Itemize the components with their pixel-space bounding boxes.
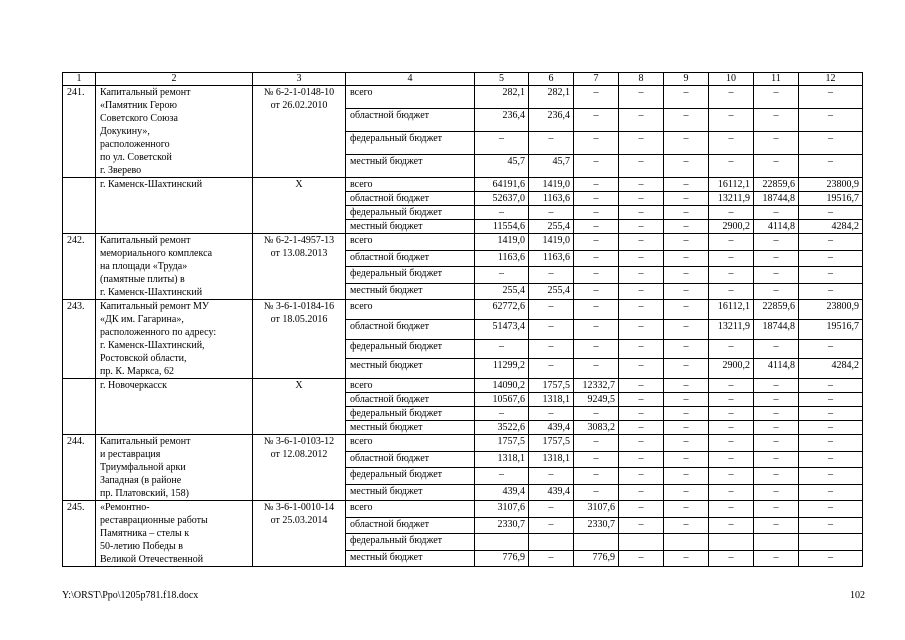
amount-cell: –	[709, 468, 754, 485]
amount-cell: 3083,2	[574, 421, 619, 435]
amount-cell: –	[619, 86, 664, 109]
funding-source-label: федеральный бюджет	[346, 339, 475, 359]
col-header: 8	[619, 73, 664, 86]
amount-cell: –	[574, 206, 619, 220]
amount-cell	[754, 534, 799, 551]
amount-cell: –	[709, 283, 754, 300]
amount-cell: –	[754, 339, 799, 359]
funding-source-label: областной бюджет	[346, 109, 475, 132]
amount-cell: –	[664, 300, 709, 320]
header-row	[63, 73, 863, 86]
amount-cell: 255,4	[529, 283, 574, 300]
amount-cell: –	[799, 86, 863, 109]
amount-cell: 22859,6	[754, 178, 799, 192]
amount-cell: 45,7	[529, 155, 574, 178]
item-name: Капитальный ремонт мемориального комплекса на площади «Труда» (памятные плиты) в г. Каменск-Шахтинский	[96, 234, 253, 300]
amount-cell	[664, 534, 709, 551]
amount-cell: –	[664, 319, 709, 339]
item-document: № 6-2-1-4957-13 от 13.08.2013	[253, 234, 346, 300]
amount-cell: –	[619, 206, 664, 220]
item-name: г. Новочеркасск	[96, 379, 253, 435]
item-document: № 3-6-1-0103-12 от 12.08.2012	[253, 435, 346, 501]
amount-cell: –	[664, 468, 709, 485]
amount-cell: –	[619, 501, 664, 518]
amount-cell: –	[529, 319, 574, 339]
amount-cell: –	[664, 451, 709, 468]
amount-cell: –	[529, 550, 574, 567]
amount-cell: –	[574, 407, 619, 421]
amount-cell: –	[754, 393, 799, 407]
amount-cell: 236,4	[529, 109, 574, 132]
amount-cell: –	[754, 86, 799, 109]
amount-cell: –	[475, 206, 529, 220]
amount-cell: –	[619, 283, 664, 300]
amount-cell: –	[619, 379, 664, 393]
amount-cell: –	[754, 468, 799, 485]
amount-cell: –	[664, 109, 709, 132]
amount-cell: –	[619, 192, 664, 206]
amount-cell: –	[664, 86, 709, 109]
amount-cell: –	[799, 407, 863, 421]
amount-cell: 14090,2	[475, 379, 529, 393]
amount-cell: –	[619, 250, 664, 267]
amount-cell: –	[754, 250, 799, 267]
amount-cell: 19516,7	[799, 319, 863, 339]
amount-cell: –	[799, 435, 863, 452]
item-name: Капитальный ремонт МУ «ДК им. Гагарина», расположенного по адресу: г. Каменск-Шахтинский, Ростовской области, пр. К. Маркса, 62	[96, 300, 253, 379]
amount-cell: –	[664, 339, 709, 359]
funding-source-label: всего	[346, 178, 475, 192]
amount-cell	[799, 534, 863, 551]
amount-cell: –	[799, 339, 863, 359]
funding-source-label: всего	[346, 234, 475, 251]
item-number: 241.	[63, 86, 96, 178]
amount-cell: –	[709, 379, 754, 393]
amount-cell: –	[709, 484, 754, 501]
amount-cell: –	[664, 132, 709, 155]
amount-cell: 1318,1	[529, 451, 574, 468]
amount-cell: –	[475, 132, 529, 155]
item-document: Х	[253, 178, 346, 234]
amount-cell: –	[799, 517, 863, 534]
amount-cell: –	[574, 435, 619, 452]
table-row	[63, 178, 863, 192]
amount-cell: 1419,0	[529, 178, 574, 192]
amount-cell: –	[619, 109, 664, 132]
amount-cell: –	[619, 468, 664, 485]
amount-cell: 2330,7	[574, 517, 619, 534]
amount-cell: –	[574, 220, 619, 234]
amount-cell: 11299,2	[475, 359, 529, 379]
amount-cell: –	[799, 283, 863, 300]
amount-cell: 16112,1	[709, 178, 754, 192]
col-header: 1	[63, 73, 96, 86]
amount-cell: –	[754, 155, 799, 178]
amount-cell: 1163,6	[529, 250, 574, 267]
col-header: 3	[253, 73, 346, 86]
amount-cell: 62772,6	[475, 300, 529, 320]
amount-cell: –	[619, 178, 664, 192]
amount-cell: –	[754, 283, 799, 300]
amount-cell: –	[574, 319, 619, 339]
amount-cell: –	[619, 267, 664, 284]
col-header: 12	[799, 73, 863, 86]
funding-source-label: областной бюджет	[346, 319, 475, 339]
col-header: 7	[574, 73, 619, 86]
amount-cell: –	[574, 155, 619, 178]
table-row	[63, 501, 863, 518]
amount-cell: 52637,0	[475, 192, 529, 206]
funding-source-label: федеральный бюджет	[346, 206, 475, 220]
amount-cell: –	[754, 484, 799, 501]
funding-source-label: всего	[346, 435, 475, 452]
amount-cell: –	[664, 550, 709, 567]
item-number	[63, 178, 96, 234]
table-row	[63, 234, 863, 251]
amount-cell: –	[574, 300, 619, 320]
item-document: Х	[253, 379, 346, 435]
amount-cell: –	[754, 267, 799, 284]
amount-cell: 12332,7	[574, 379, 619, 393]
amount-cell: –	[709, 86, 754, 109]
amount-cell: 3107,6	[574, 501, 619, 518]
amount-cell: –	[799, 421, 863, 435]
funding-source-label: федеральный бюджет	[346, 407, 475, 421]
amount-cell: –	[664, 359, 709, 379]
amount-cell: –	[619, 550, 664, 567]
page-number: 102	[850, 590, 865, 601]
amount-cell: –	[529, 517, 574, 534]
item-name: Капитальный ремонт «Памятник Герою Советского Союза Докукину», расположенного по ул. Советской г. Зверево	[96, 86, 253, 178]
amount-cell: 1757,5	[529, 435, 574, 452]
amount-cell: 4114,8	[754, 220, 799, 234]
amount-cell: 9249,5	[574, 393, 619, 407]
funding-source-label: федеральный бюджет	[346, 267, 475, 284]
budget-table	[62, 72, 863, 567]
amount-cell: 1419,0	[475, 234, 529, 251]
amount-cell: –	[475, 407, 529, 421]
amount-cell: –	[574, 86, 619, 109]
amount-cell: –	[619, 435, 664, 452]
amount-cell: –	[799, 379, 863, 393]
amount-cell: 13211,9	[709, 192, 754, 206]
amount-cell: –	[574, 178, 619, 192]
amount-cell: –	[529, 267, 574, 284]
item-name: Капитальный ремонт и реставрация Триумфальной арки Западная (в районе пр. Платовский, 158)	[96, 435, 253, 501]
amount-cell: –	[664, 206, 709, 220]
funding-source-label: всего	[346, 300, 475, 320]
amount-cell: 3107,6	[475, 501, 529, 518]
amount-cell: 255,4	[475, 283, 529, 300]
col-header: 2	[96, 73, 253, 86]
amount-cell: –	[799, 155, 863, 178]
amount-cell: –	[799, 484, 863, 501]
funding-source-label: местный бюджет	[346, 220, 475, 234]
amount-cell: –	[754, 451, 799, 468]
amount-cell: –	[574, 109, 619, 132]
amount-cell: –	[619, 155, 664, 178]
amount-cell: –	[664, 178, 709, 192]
amount-cell: –	[574, 451, 619, 468]
amount-cell: 4114,8	[754, 359, 799, 379]
table-row	[63, 86, 863, 109]
col-header: 11	[754, 73, 799, 86]
amount-cell: –	[754, 206, 799, 220]
item-document: № 6-2-1-0148-10 от 26.02.2010	[253, 86, 346, 178]
amount-cell: 1318,1	[475, 451, 529, 468]
amount-cell: –	[619, 319, 664, 339]
amount-cell: –	[754, 501, 799, 518]
amount-cell: 282,1	[529, 86, 574, 109]
amount-cell: –	[529, 501, 574, 518]
amount-cell: 439,4	[529, 484, 574, 501]
amount-cell: –	[529, 300, 574, 320]
amount-cell: –	[709, 451, 754, 468]
col-header: 5	[475, 73, 529, 86]
funding-source-label: местный бюджет	[346, 550, 475, 567]
amount-cell: 4284,2	[799, 220, 863, 234]
amount-cell: –	[664, 517, 709, 534]
funding-source-label: областной бюджет	[346, 451, 475, 468]
amount-cell: 45,7	[475, 155, 529, 178]
amount-cell: –	[799, 451, 863, 468]
file-path: Y:\ORST\Ppo\1205p781.f18.docx	[62, 590, 199, 601]
amount-cell: 22859,6	[754, 300, 799, 320]
amount-cell: –	[799, 206, 863, 220]
amount-cell: –	[709, 501, 754, 518]
amount-cell: 282,1	[475, 86, 529, 109]
amount-cell: –	[619, 234, 664, 251]
item-number: 244.	[63, 435, 96, 501]
amount-cell: –	[574, 267, 619, 284]
amount-cell: –	[799, 234, 863, 251]
item-number: 242.	[63, 234, 96, 300]
amount-cell: 51473,4	[475, 319, 529, 339]
amount-cell: –	[709, 339, 754, 359]
amount-cell: –	[574, 484, 619, 501]
amount-cell: –	[574, 339, 619, 359]
amount-cell: –	[574, 250, 619, 267]
amount-cell: 3522,6	[475, 421, 529, 435]
item-number	[63, 379, 96, 435]
funding-source-label: областной бюджет	[346, 250, 475, 267]
amount-cell: –	[664, 283, 709, 300]
amount-cell: 4284,2	[799, 359, 863, 379]
funding-source-label: местный бюджет	[346, 359, 475, 379]
amount-cell: –	[475, 468, 529, 485]
funding-source-label: местный бюджет	[346, 484, 475, 501]
amount-cell: –	[709, 393, 754, 407]
amount-cell: 776,9	[574, 550, 619, 567]
amount-cell: –	[799, 267, 863, 284]
amount-cell: 1318,1	[529, 393, 574, 407]
amount-cell: –	[619, 451, 664, 468]
amount-cell: 2900,2	[709, 220, 754, 234]
amount-cell: –	[664, 435, 709, 452]
item-number: 245.	[63, 501, 96, 567]
amount-cell: –	[799, 250, 863, 267]
col-header: 6	[529, 73, 574, 86]
amount-cell: –	[664, 484, 709, 501]
amount-cell: –	[709, 234, 754, 251]
amount-cell: –	[799, 550, 863, 567]
amount-cell: 64191,6	[475, 178, 529, 192]
amount-cell: –	[475, 339, 529, 359]
amount-cell: –	[754, 132, 799, 155]
amount-cell: –	[664, 379, 709, 393]
amount-cell: –	[709, 250, 754, 267]
amount-cell: 2330,7	[475, 517, 529, 534]
amount-cell: –	[709, 206, 754, 220]
amount-cell: –	[475, 267, 529, 284]
amount-cell: –	[619, 517, 664, 534]
amount-cell: 13211,9	[709, 319, 754, 339]
amount-cell: –	[529, 132, 574, 155]
amount-cell: 19516,7	[799, 192, 863, 206]
amount-cell: –	[574, 359, 619, 379]
amount-cell: –	[709, 267, 754, 284]
amount-cell: –	[664, 220, 709, 234]
amount-cell: –	[619, 339, 664, 359]
amount-cell: –	[709, 155, 754, 178]
amount-cell	[475, 534, 529, 551]
amount-cell	[619, 534, 664, 551]
amount-cell: –	[529, 339, 574, 359]
amount-cell: –	[799, 501, 863, 518]
amount-cell: –	[574, 234, 619, 251]
col-header: 10	[709, 73, 754, 86]
amount-cell: –	[574, 132, 619, 155]
amount-cell: –	[799, 132, 863, 155]
item-number: 243.	[63, 300, 96, 379]
funding-source-label: местный бюджет	[346, 421, 475, 435]
amount-cell: 1163,6	[475, 250, 529, 267]
funding-source-label: местный бюджет	[346, 283, 475, 300]
amount-cell: 1419,0	[529, 234, 574, 251]
funding-source-label: местный бюджет	[346, 155, 475, 178]
amount-cell: –	[529, 206, 574, 220]
amount-cell: 10567,6	[475, 393, 529, 407]
amount-cell: 18744,8	[754, 192, 799, 206]
funding-source-label: областной бюджет	[346, 192, 475, 206]
amount-cell: 16112,1	[709, 300, 754, 320]
amount-cell: 23800,9	[799, 300, 863, 320]
amount-cell: –	[709, 550, 754, 567]
amount-cell	[709, 534, 754, 551]
amount-cell: –	[664, 234, 709, 251]
funding-source-label: федеральный бюджет	[346, 132, 475, 155]
table-row	[63, 435, 863, 452]
amount-cell: –	[574, 283, 619, 300]
amount-cell: –	[754, 550, 799, 567]
amount-cell: 255,4	[529, 220, 574, 234]
table-row	[63, 300, 863, 320]
item-name: «Ремонтно- реставрационные работы Памятника – стелы к 50-летию Победы в Великой Отечественной	[96, 501, 253, 567]
amount-cell: –	[529, 407, 574, 421]
amount-cell: –	[754, 109, 799, 132]
amount-cell: –	[619, 484, 664, 501]
amount-cell: 439,4	[475, 484, 529, 501]
amount-cell: –	[529, 359, 574, 379]
amount-cell: 1757,5	[529, 379, 574, 393]
funding-source-label: областной бюджет	[346, 517, 475, 534]
col-header: 4	[346, 73, 475, 86]
amount-cell: –	[754, 435, 799, 452]
amount-cell: –	[799, 109, 863, 132]
amount-cell: 11554,6	[475, 220, 529, 234]
col-header: 9	[664, 73, 709, 86]
funding-source-label: всего	[346, 501, 475, 518]
amount-cell	[529, 534, 574, 551]
amount-cell: 1163,6	[529, 192, 574, 206]
amount-cell: –	[619, 407, 664, 421]
amount-cell: –	[709, 132, 754, 155]
amount-cell: –	[619, 421, 664, 435]
amount-cell: –	[799, 393, 863, 407]
amount-cell: –	[754, 234, 799, 251]
amount-cell: –	[754, 407, 799, 421]
amount-cell: –	[619, 393, 664, 407]
amount-cell: –	[664, 501, 709, 518]
amount-cell: 1757,5	[475, 435, 529, 452]
amount-cell: –	[574, 192, 619, 206]
amount-cell: –	[664, 421, 709, 435]
amount-cell: –	[709, 435, 754, 452]
funding-source-label: областной бюджет	[346, 393, 475, 407]
amount-cell: –	[799, 468, 863, 485]
table-body	[63, 86, 863, 567]
item-name: г. Каменск-Шахтинский	[96, 178, 253, 234]
amount-cell: –	[619, 220, 664, 234]
item-document: № 3-6-1-0010-14 от 25.03.2014	[253, 501, 346, 567]
table-row	[63, 379, 863, 393]
amount-cell: –	[619, 359, 664, 379]
amount-cell	[574, 534, 619, 551]
amount-cell: 439,4	[529, 421, 574, 435]
funding-source-label: всего	[346, 86, 475, 109]
funding-source-label: федеральный бюджет	[346, 534, 475, 551]
amount-cell: 2900,2	[709, 359, 754, 379]
amount-cell: –	[529, 468, 574, 485]
amount-cell: –	[664, 250, 709, 267]
amount-cell: 776,9	[475, 550, 529, 567]
amount-cell: –	[754, 517, 799, 534]
amount-cell: –	[664, 155, 709, 178]
amount-cell: –	[709, 517, 754, 534]
amount-cell: –	[709, 109, 754, 132]
amount-cell: –	[754, 421, 799, 435]
amount-cell: –	[664, 267, 709, 284]
amount-cell: –	[574, 468, 619, 485]
amount-cell: –	[754, 379, 799, 393]
amount-cell: –	[664, 393, 709, 407]
amount-cell: –	[709, 421, 754, 435]
amount-cell: –	[664, 192, 709, 206]
amount-cell: 18744,8	[754, 319, 799, 339]
amount-cell: –	[709, 407, 754, 421]
amount-cell: 236,4	[475, 109, 529, 132]
amount-cell: –	[619, 300, 664, 320]
amount-cell: –	[619, 132, 664, 155]
funding-source-label: всего	[346, 379, 475, 393]
amount-cell: 23800,9	[799, 178, 863, 192]
funding-source-label: федеральный бюджет	[346, 468, 475, 485]
amount-cell: –	[664, 407, 709, 421]
item-document: № 3-6-1-0184-16 от 18.05.2016	[253, 300, 346, 379]
